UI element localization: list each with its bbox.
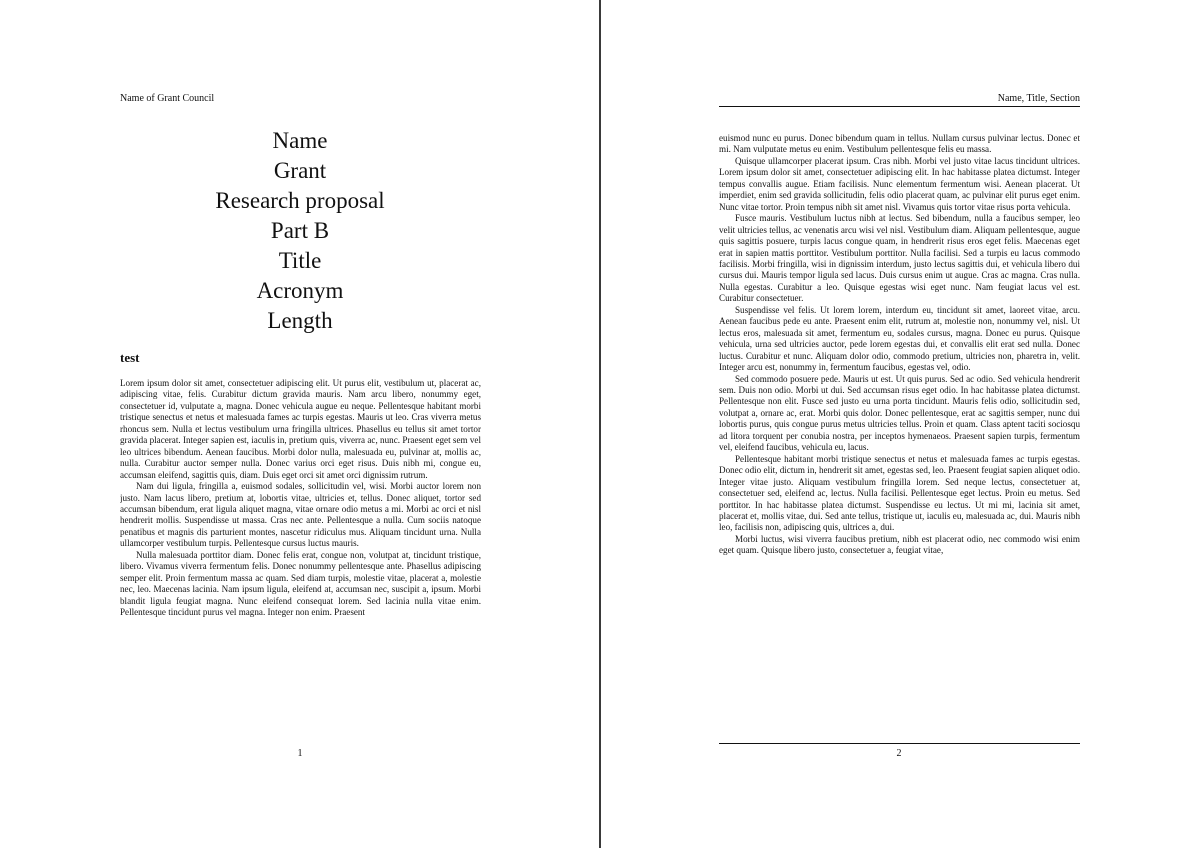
title-line-title: Title [278, 248, 322, 273]
title-line-length: Length [267, 308, 333, 333]
title-line-grant: Grant [273, 158, 327, 183]
body-text-page-1 [120, 378, 481, 722]
section-heading: test [120, 350, 140, 365]
running-header-left: Name of Grant Council [120, 93, 215, 104]
paragraph: Sed commodo posuere pede. Mauris ut est. Ut quis purus. Sed ac odio. Sed vehicula hendrerit sem. Duis non odio. Morbi ut dui. Sed accumsan risus eget odio. In hac habitasse platea dictumst. Pellentesque non elit. Fusce sed justo eu urna porta tincidunt. Mauris felis odio, sollicitudin sed, volutpat a, ornare ac, erat. Morbi quis dolor. Donec pellentesque, erat ac sagittis semper, nunc dui lobortis purus, quis congue purus metus ultricies tellus. Proin et quam. Class aptent taciti sociosqu ad litora torquent per conubia nostra, per inceptos hymenaeos. Praesent sapien turpis, fermentum vel, eleifend faucibus, vehicula eu, lacus. [719, 373, 1080, 453]
paragraph: Fusce mauris. Vestibulum luctus nibh at lectus. Sed bibendum, nulla a faucibus semper, leo velit ultricies tellus, ac venenatis arcu wisi vel nisl. Vestibulum diam. Aliquam pellentesque, augue quis sagittis posuere, turpis lacus congue quam, in hendrerit risus eros eget felis. Maecenas eget erat in sapien mattis porttitor. Vestibulum porttitor. Nulla facilisi. Sed a turpis eu lacus commodo facilisis. Morbi fringilla, wisi in dignissim interdum, justo lectus sagittis dui, et vehicula libero dui cursus dui. Mauris tempor ligula sed lacus. Duis cursus enim ut augue. Cras ac magna. Cras nulla. Nulla egestas. Curabitur a leo. Quisque egestas wisi eget nunc. Nam feugiat lacus vel est. Curabitur consectetuer. [719, 213, 1080, 304]
title-line-name: Name [272, 128, 328, 153]
paragraph: Nulla malesuada porttitor diam. Donec felis erat, congue non, volutpat at, tincidunt tristique, libero. Vivamus viverra fermentum felis. Donec nonummy pellentesque ante. Phasellus adipiscing semper elit. Proin fermentum massa ac quam. Sed diam turpis, molestie vitae, placerat a, molestie nec, leo. Maecenas lacinia. Nam ipsum ligula, eleifend at, accumsan nec, suscipit a, ipsum. Morbi blandit ligula feugiat magna. Nunc eleifend consequat lorem. Sed lacinia nulla vitae enim. Pellentesque tincidunt purus vel magna. Integer non enim. Praesent [120, 549, 481, 618]
paragraph: Morbi luctus, wisi viverra faucibus pretium, nibh est placerat odio, nec commodo wisi enim eget quam. Quisque libero justo, consectetuer a, feugiat vitae, [719, 533, 1080, 556]
title-line-acronym: Acronym [256, 278, 344, 303]
paragraph: Nam dui ligula, fringilla a, euismod sodales, sollicitudin vel, wisi. Morbi auctor lorem non justo. Nam lacus libero, pretium at, lobortis vitae, ultricies et, tellus. Donec aliquet, tortor sed accumsan bibendum, erat ligula aliquet magna, vitae ornare odio metus a mi. Morbi ac orci et nisl hendrerit mollis. Suspendisse ut massa. Cras nec ante. Pellentesque a nulla. Cum sociis natoque penatibus et magnis dis parturient montes, nascetur ridiculus mus. Aliquam tincidunt urna. Nulla ullamcorper vestibulum turpis. Pellentesque cursus luctus mauris. [120, 481, 481, 549]
title-line-research-proposal: Research proposal [215, 188, 385, 213]
header-rule [719, 106, 1080, 107]
body-text-page-2 [719, 133, 1080, 734]
paragraph: Suspendisse vel felis. Ut lorem lorem, interdum eu, tincidunt sit amet, laoreet vitae, arcu. Aenean faucibus pede eu ante. Praesent enim elit, rutrum at, molestie non, nonummy vel, nisl. Ut lectus eros, malesuada sit amet, fermentum eu, sodales cursus, magna. Donec eu purus. Quisque vehicula, urna sed ultricies auctor, pede lorem egestas dui, et convallis elit erat sed nulla. Donec luctus. Curabitur et nunc. Aliquam dolor odio, commodo pretium, ultricies non, pharetra in, velit. Integer arcu est, nonummy in, fermentum faucibus, egestas vel, odio. [719, 304, 1080, 373]
document-page-2 [601, 0, 1200, 848]
paragraph: Quisque ullamcorper placerat ipsum. Cras nibh. Morbi vel justo vitae lacus tincidunt ultrices. Lorem ipsum dolor sit amet, consectetuer adipiscing elit. In hac habitasse platea dictumst. Integer tempus convallis augue. Etiam facilisis. Nunc elementum fermentum wisi. Aenean placerat. Ut imperdiet, enim sed gravida sollicitudin, felis odio placerat quam, ac pulvinar elit purus eget enim. Nunc vitae tortor. Proin tempus nibh sit amet nisl. Vivamus quis tortor vitae risus porta vehicula. [719, 155, 1080, 212]
document-page-1 [0, 0, 599, 848]
title-line-part: Part B [270, 218, 330, 243]
proposal-title-block [120, 126, 480, 336]
paragraph: Lorem ipsum dolor sit amet, consectetuer adipiscing elit. Ut purus elit, vestibulum ut, placerat ac, adipiscing vitae, felis. Curabitur dictum gravida mauris. Nam arcu libero, nonummy eget, consectetuer id, vulputate a, magna. Donec vehicula augue eu neque. Pellentesque habitant morbi tristique senectus et netus et malesuada fames ac turpis egestas. Mauris ut leo. Cras viverra metus rhoncus sem. Nulla et lectus vestibulum urna fringilla ultrices. Phasellus eu tellus sit amet tortor gravida placerat. Integer sapien est, iaculis in, pretium quis, viverra ac, nunc. Praesent eget sem vel leo ultrices bibendum. Aenean faucibus. Morbi dolor nulla, malesuada eu, pulvinar at, mollis ac, nulla. Curabitur auctor semper nulla. Donec varius orci eget risus. Duis nibh mi, congue eu, accumsan eleifend, sagittis quis, diam. Duis eget orci sit amet orci dignissim rutrum. [120, 378, 481, 480]
paragraph: Pellentesque habitant morbi tristique senectus et netus et malesuada fames ac turpis egestas. Donec odio elit, dictum in, hendrerit sit amet, egestas sed, leo. Praesent feugiat sapien aliquet odio. Integer vitae justo. Aliquam vestibulum fringilla lorem. Sed neque lectus, consectetuer at, consectetuer sed, eleifend ac, lectus. Nulla facilisi. Pellentesque eget lectus. Proin eu metus. Sed porttitor. In hac habitasse platea dictumst. Suspendisse eu lectus. Ut mi mi, lacinia sit amet, placerat et, mollis vitae, dui. Sed ante tellus, tristique ut, iaculis eu, malesuada ac, dui. Mauris nibh leo, facilisis non, adipiscing quis, ultrices a, dui. [719, 453, 1080, 533]
page-number: 1 [297, 748, 303, 759]
running-header-right: Name, Title, Section [997, 93, 1080, 104]
footer-rule [719, 743, 1080, 744]
page-number: 2 [896, 748, 902, 759]
paragraph-continuation: euismod nunc eu purus. Donec bibendum quam in tellus. Nullam cursus pulvinar lectus. Donec et mi. Nam vulputate metus eu enim. Vestibulum pellentesque felis eu massa. [719, 133, 1080, 155]
